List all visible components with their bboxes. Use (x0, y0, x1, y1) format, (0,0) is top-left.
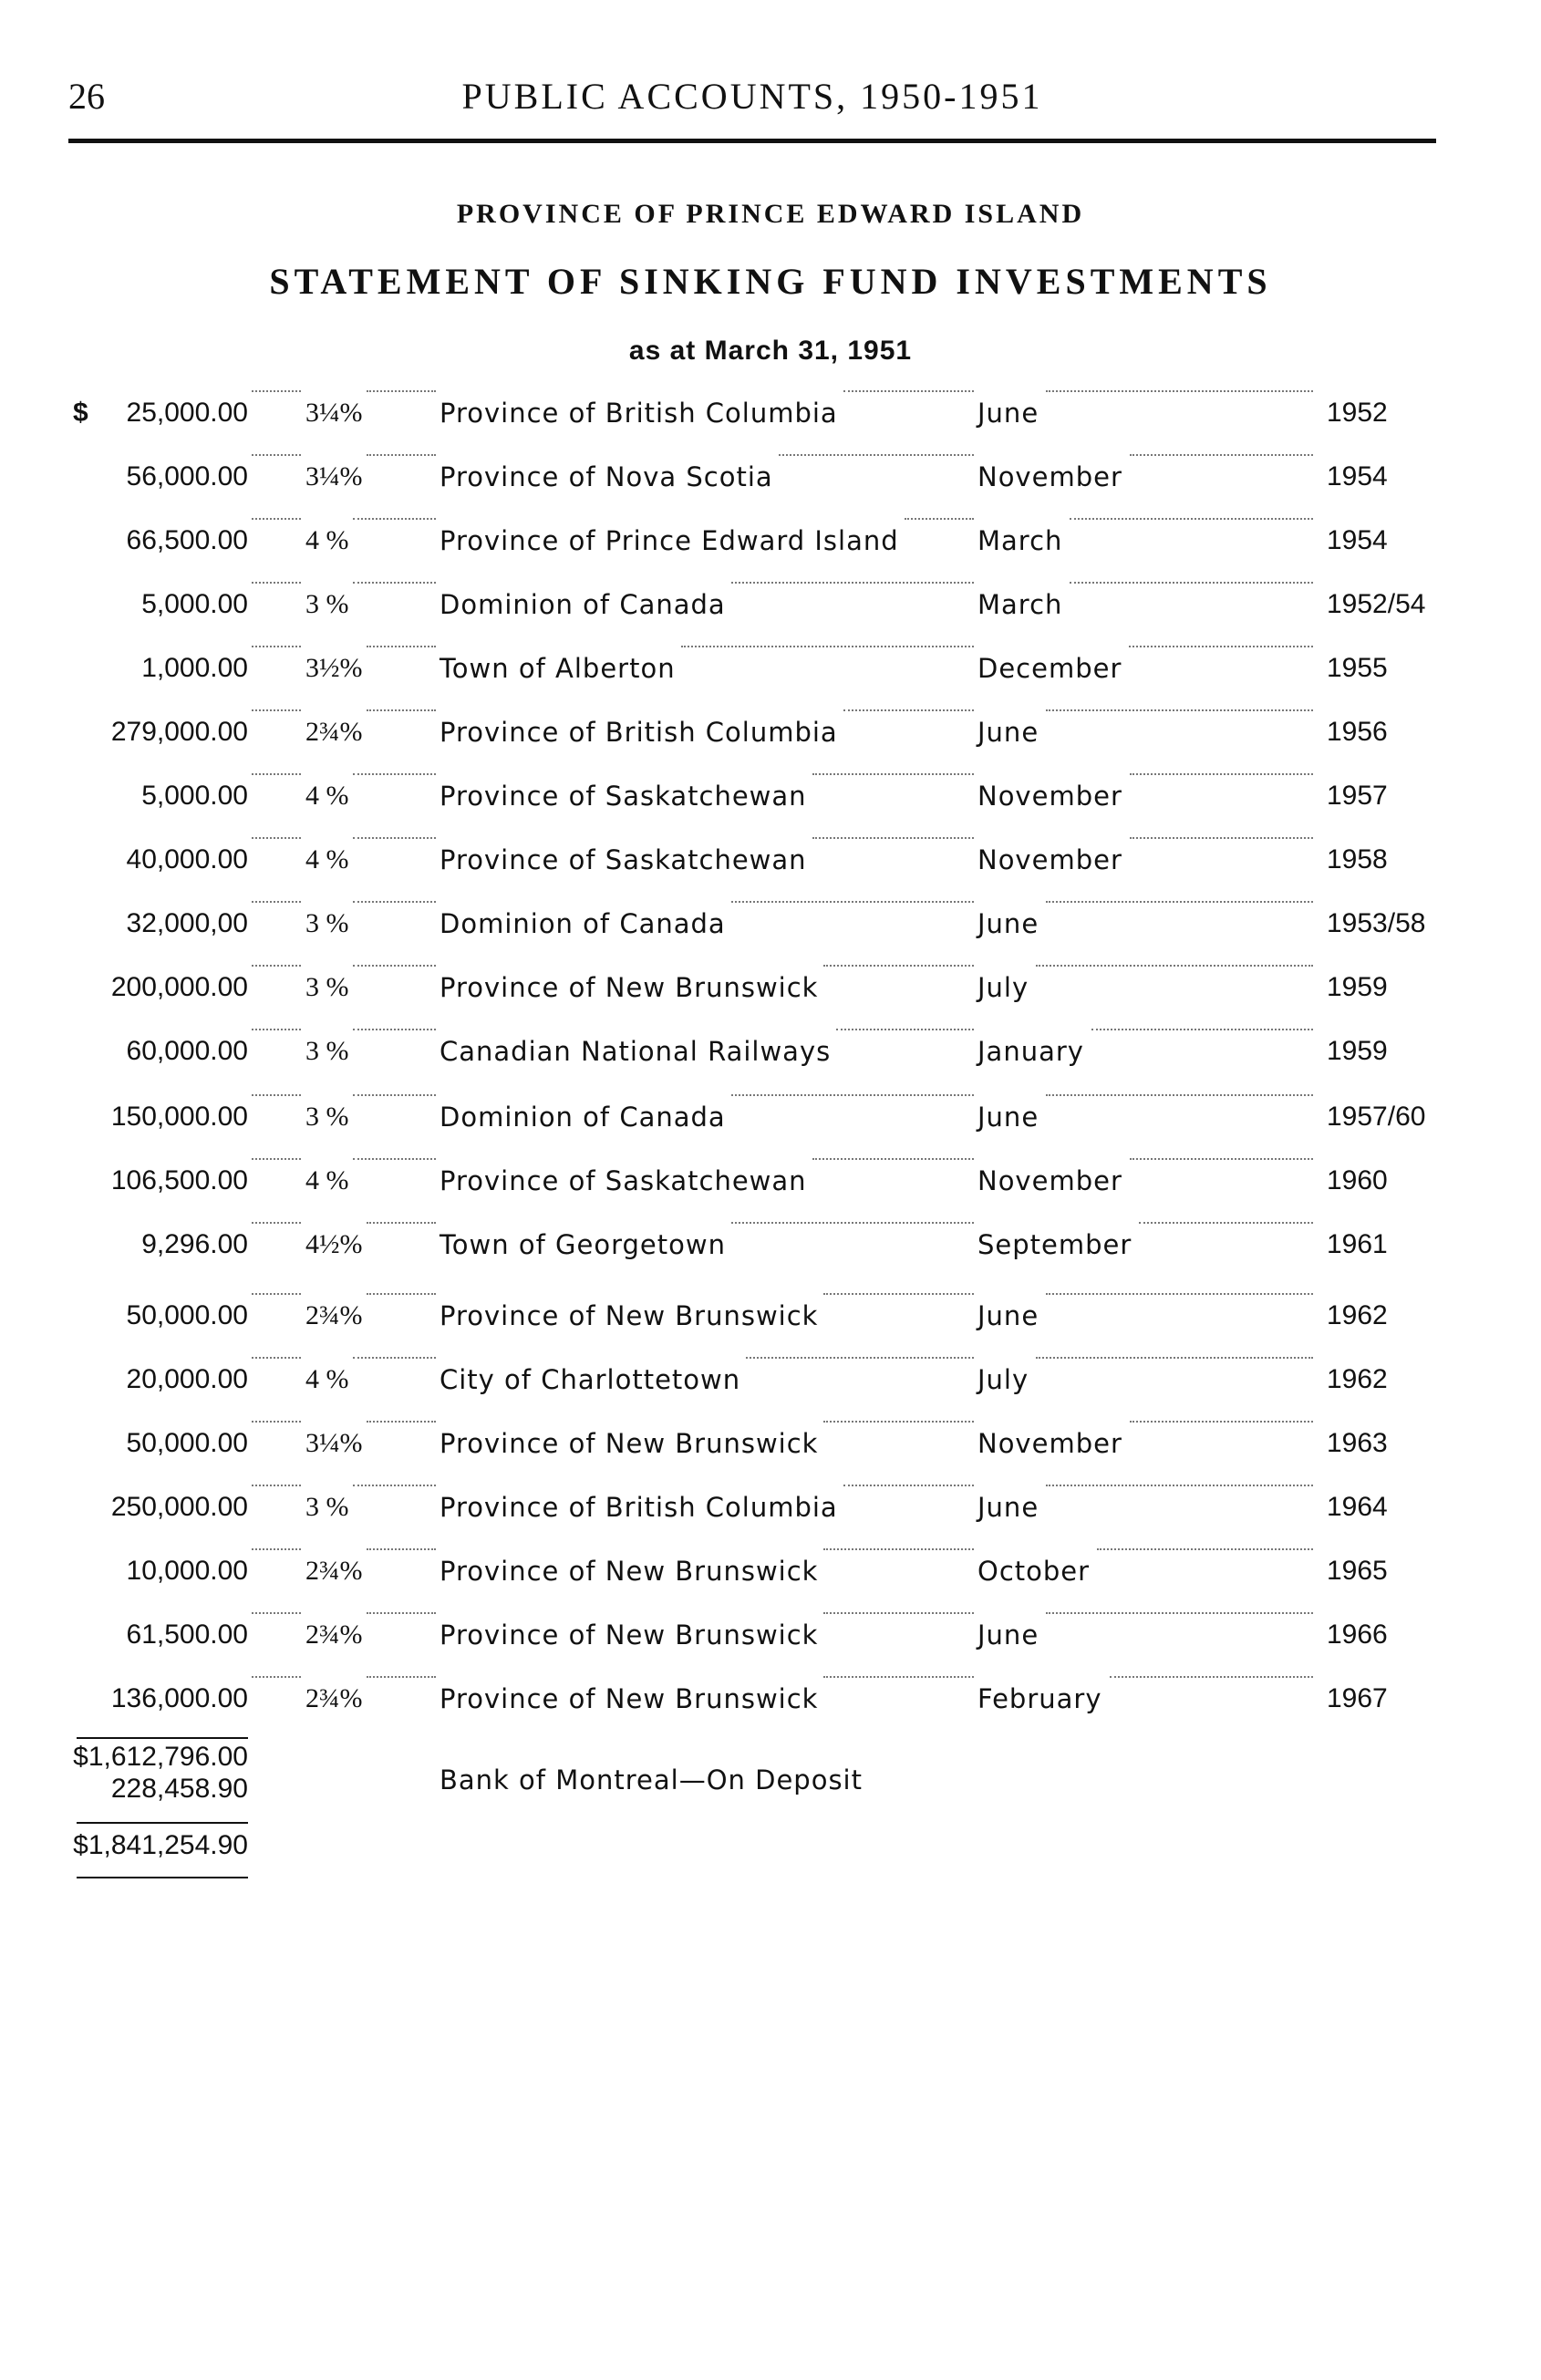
maturity-month: November (977, 1428, 1122, 1459)
maturity-month: June (977, 1300, 1039, 1331)
interest-rate: 2¾% (305, 1300, 363, 1330)
leader-dots (252, 1293, 301, 1295)
leader-dots (1036, 1357, 1313, 1359)
leader-dots (252, 1676, 301, 1678)
interest-rate: 3¼% (305, 461, 363, 492)
investment-row (0, 1485, 1541, 1530)
interest-rate: 3 % (305, 1036, 349, 1066)
issuer-name: Province of British Columbia (440, 398, 838, 429)
leader-dots (1046, 1485, 1313, 1486)
maturity-month: February (977, 1683, 1102, 1714)
maturity-year: 1954 (1327, 461, 1388, 492)
leader-dots (1091, 1029, 1313, 1030)
maturity-year: 1963 (1327, 1428, 1388, 1458)
investment-amount: 10,000.00 (126, 1556, 248, 1586)
issuer-name: Town of Alberton (440, 653, 676, 684)
maturity-month: March (977, 525, 1063, 556)
maturity-year: 1965 (1327, 1556, 1388, 1586)
investment-amount: 25,000.00 (126, 398, 248, 428)
grand-total-rule (77, 1822, 248, 1824)
leader-dots (1130, 454, 1313, 456)
investment-amount: 106,500.00 (110, 1165, 248, 1195)
maturity-month: July (977, 972, 1029, 1003)
leader-dots (1046, 1094, 1313, 1096)
investment-amount: 250,000.00 (110, 1492, 248, 1522)
maturity-year: 1958 (1327, 844, 1388, 874)
leader-dots (353, 1357, 436, 1359)
leader-dots (353, 901, 436, 903)
investment-amount: 9,296.00 (141, 1229, 248, 1259)
maturity-month: June (977, 1492, 1039, 1523)
maturity-month: June (977, 398, 1039, 429)
investment-row (0, 1676, 1541, 1722)
leader-dots (252, 1612, 301, 1614)
investment-amount: 66,500.00 (126, 525, 248, 555)
issuer-name: City of Charlottetown (440, 1364, 741, 1395)
maturity-month: June (977, 1619, 1039, 1650)
maturity-year: 1956 (1327, 717, 1388, 747)
maturity-month: January (977, 1036, 1084, 1067)
maturity-year: 1953/58 (1327, 908, 1426, 938)
maturity-month: November (977, 1165, 1122, 1196)
maturity-year: 1964 (1327, 1492, 1388, 1522)
issuer-name: Province of New Brunswick (440, 1619, 819, 1650)
leader-dots (843, 390, 974, 392)
investment-amount: 150,000.00 (110, 1102, 248, 1132)
interest-rate: 2¾% (305, 1683, 363, 1713)
leader-dots (252, 709, 301, 711)
interest-rate: 2¾% (305, 1556, 363, 1586)
investment-row (0, 901, 1541, 947)
issuer-name: Province of New Brunswick (440, 1683, 819, 1714)
investment-amount: 50,000.00 (126, 1300, 248, 1330)
leader-dots (1046, 901, 1313, 903)
leader-dots (367, 390, 436, 392)
interest-rate: 3¼% (305, 1428, 363, 1458)
leader-dots (252, 837, 301, 839)
leader-dots (1130, 1421, 1313, 1423)
leader-dots (367, 646, 436, 647)
currency-symbol: $ (73, 398, 88, 428)
leader-dots (367, 1293, 436, 1295)
leader-dots (731, 901, 974, 903)
investment-row (0, 518, 1541, 564)
leader-dots (1046, 1293, 1313, 1295)
as-at-date: as at March 31, 1951 (628, 336, 913, 366)
interest-rate: 3 % (305, 1102, 349, 1132)
maturity-month: June (977, 717, 1039, 748)
interest-rate: 4 % (305, 844, 349, 874)
subtotal-rule (77, 1737, 248, 1739)
interest-rate: 3 % (305, 1492, 349, 1522)
leader-dots (1097, 1548, 1313, 1550)
maturity-month: June (977, 1102, 1039, 1133)
leader-dots (367, 1222, 436, 1224)
investment-amount: 40,000.00 (126, 844, 248, 874)
maturity-month: June (977, 908, 1039, 939)
issuer-name: Province of British Columbia (440, 1492, 838, 1523)
leader-dots (252, 582, 301, 584)
interest-rate: 4½% (305, 1229, 363, 1259)
maturity-month: September (977, 1229, 1132, 1260)
issuer-name: Province of Saskatchewan (440, 844, 807, 875)
leader-dots (1130, 837, 1313, 839)
leader-dots (823, 965, 974, 967)
issuer-name: Province of Saskatchewan (440, 781, 807, 812)
investment-amount: 50,000.00 (126, 1428, 248, 1458)
header-rule (68, 139, 1436, 143)
leader-dots (1110, 1676, 1313, 1678)
province-heading: PROVINCE OF PRINCE EDWARD ISLAND (456, 199, 1085, 229)
investment-row (0, 965, 1541, 1010)
leader-dots (731, 1094, 974, 1096)
leader-dots (353, 1094, 436, 1096)
leader-dots (823, 1676, 974, 1678)
leader-dots (252, 1548, 301, 1550)
leader-dots (1070, 518, 1313, 520)
maturity-year: 1962 (1327, 1300, 1388, 1330)
leader-dots (681, 646, 974, 647)
investment-amount: 136,000.00 (110, 1683, 248, 1713)
issuer-name: Province of British Columbia (440, 717, 838, 748)
investment-amount: 60,000.00 (126, 1036, 248, 1066)
investment-row (0, 1293, 1541, 1339)
maturity-month: December (977, 653, 1122, 684)
investment-row (0, 1612, 1541, 1658)
maturity-year: 1961 (1327, 1229, 1388, 1259)
investment-row (0, 1357, 1541, 1402)
leader-dots (252, 646, 301, 647)
investment-row (0, 1222, 1541, 1268)
grand-total-underline (77, 1877, 248, 1878)
leader-dots (905, 518, 974, 520)
issuer-name: Province of Prince Edward Island (440, 525, 899, 556)
leader-dots (1046, 709, 1313, 711)
maturity-year: 1952/54 (1327, 589, 1426, 619)
leader-dots (367, 1612, 436, 1614)
leader-dots (1130, 773, 1313, 775)
maturity-year: 1959 (1327, 972, 1388, 1002)
leader-dots (1070, 582, 1313, 584)
issuer-name: Province of Nova Scotia (440, 461, 773, 492)
leader-dots (843, 709, 974, 711)
page-header (68, 75, 1436, 129)
investment-amount: 5,000.00 (141, 589, 248, 619)
leader-dots (367, 454, 436, 456)
maturity-year: 1952 (1327, 398, 1388, 428)
leader-dots (252, 1222, 301, 1224)
leader-dots (353, 773, 436, 775)
maturity-year: 1957 (1327, 781, 1388, 811)
leader-dots (252, 1029, 301, 1030)
investment-row (0, 773, 1541, 819)
leader-dots (823, 1612, 974, 1614)
investment-row (0, 454, 1541, 500)
investment-amount: 61,500.00 (126, 1619, 248, 1650)
leader-dots (252, 965, 301, 967)
issuer-name: Dominion of Canada (440, 1102, 726, 1133)
leader-dots (353, 837, 436, 839)
interest-rate: 3 % (305, 908, 349, 938)
leader-dots (812, 837, 974, 839)
leader-dots (746, 1357, 974, 1359)
leader-dots (1139, 1222, 1313, 1224)
leader-dots (353, 518, 436, 520)
leader-dots (367, 1548, 436, 1550)
statement-title: STATEMENT OF SINKING FUND INVESTMENTS (269, 261, 1272, 302)
investment-row (0, 1029, 1541, 1074)
leader-dots (823, 1421, 974, 1423)
maturity-year: 1954 (1327, 525, 1388, 555)
interest-rate: 4 % (305, 1364, 349, 1394)
grand-total-amount: $1,841,254.90 (73, 1830, 248, 1860)
leader-dots (367, 1421, 436, 1423)
leader-dots (252, 1158, 301, 1160)
investment-row (0, 390, 1541, 436)
issuer-name: Province of New Brunswick (440, 1300, 819, 1331)
maturity-year: 1960 (1327, 1165, 1388, 1195)
investment-amount: 5,000.00 (141, 781, 248, 811)
leader-dots (779, 454, 974, 456)
maturity-month: March (977, 589, 1063, 620)
interest-rate: 3¼% (305, 398, 363, 428)
deposit-label: Bank of Montreal—On Deposit (440, 1764, 863, 1795)
issuer-name: Province of New Brunswick (440, 1556, 819, 1587)
leader-dots (836, 1029, 974, 1030)
issuer-name: Town of Georgetown (440, 1229, 726, 1260)
issuer-name: Dominion of Canada (440, 908, 726, 939)
interest-rate: 2¾% (305, 717, 363, 747)
subtotal-amount: $1,612,796.00 (73, 1742, 248, 1772)
page-number: 26 (68, 76, 105, 117)
maturity-year: 1962 (1327, 1364, 1388, 1394)
interest-rate: 4 % (305, 1165, 349, 1195)
maturity-month: November (977, 461, 1122, 492)
leader-dots (353, 1158, 436, 1160)
leader-dots (1130, 1158, 1313, 1160)
interest-rate: 3 % (305, 972, 349, 1002)
issuer-name: Canadian National Railways (440, 1036, 832, 1067)
interest-rate: 2¾% (305, 1619, 363, 1650)
leader-dots (252, 390, 301, 392)
leader-dots (823, 1548, 974, 1550)
leader-dots (353, 965, 436, 967)
investment-row (0, 1094, 1541, 1140)
leader-dots (731, 1222, 974, 1224)
leader-dots (731, 582, 974, 584)
investment-amount: 56,000.00 (126, 461, 248, 492)
leader-dots (812, 1158, 974, 1160)
issuer-name: Province of New Brunswick (440, 1428, 819, 1459)
issuer-name: Dominion of Canada (440, 589, 726, 620)
investment-amount: 20,000.00 (126, 1364, 248, 1394)
leader-dots (1036, 965, 1313, 967)
maturity-year: 1955 (1327, 653, 1388, 683)
leader-dots (252, 1421, 301, 1423)
maturity-month: November (977, 844, 1122, 875)
maturity-month: October (977, 1556, 1091, 1587)
investment-row (0, 837, 1541, 883)
maturity-year: 1967 (1327, 1683, 1388, 1713)
leader-dots (252, 518, 301, 520)
leader-dots (252, 901, 301, 903)
maturity-year: 1957/60 (1327, 1102, 1426, 1132)
leader-dots (252, 1094, 301, 1096)
leader-dots (252, 773, 301, 775)
interest-rate: 3 % (305, 589, 349, 619)
running-title: PUBLIC ACCOUNTS, 1950-1951 (461, 76, 1043, 117)
leader-dots (843, 1485, 974, 1486)
leader-dots (252, 1357, 301, 1359)
investment-row (0, 1421, 1541, 1466)
maturity-year: 1959 (1327, 1036, 1388, 1066)
interest-rate: 4 % (305, 525, 349, 555)
investment-amount: 1,000.00 (141, 653, 248, 683)
investment-row (0, 582, 1541, 627)
interest-rate: 4 % (305, 781, 349, 811)
leader-dots (1129, 646, 1313, 647)
leader-dots (353, 582, 436, 584)
leader-dots (812, 773, 974, 775)
leader-dots (1046, 1612, 1313, 1614)
maturity-month: November (977, 781, 1122, 812)
investment-row (0, 1158, 1541, 1204)
maturity-year: 1966 (1327, 1619, 1388, 1650)
investment-amount: 32,000,00 (126, 908, 248, 938)
investment-amount: 200,000.00 (110, 972, 248, 1002)
investment-row (0, 709, 1541, 755)
investment-row (0, 646, 1541, 691)
interest-rate: 3½% (305, 653, 363, 683)
leader-dots (367, 709, 436, 711)
maturity-month: July (977, 1364, 1029, 1395)
investment-row (0, 1548, 1541, 1594)
investment-amount: 279,000.00 (110, 717, 248, 747)
leader-dots (353, 1029, 436, 1030)
issuer-name: Province of Saskatchewan (440, 1165, 807, 1196)
leader-dots (353, 1485, 436, 1486)
leader-dots (1046, 390, 1313, 392)
issuer-name: Province of New Brunswick (440, 972, 819, 1003)
leader-dots (367, 1676, 436, 1678)
leader-dots (252, 1485, 301, 1486)
deposit-amount: 228,458.90 (110, 1774, 248, 1804)
leader-dots (823, 1293, 974, 1295)
leader-dots (252, 454, 301, 456)
